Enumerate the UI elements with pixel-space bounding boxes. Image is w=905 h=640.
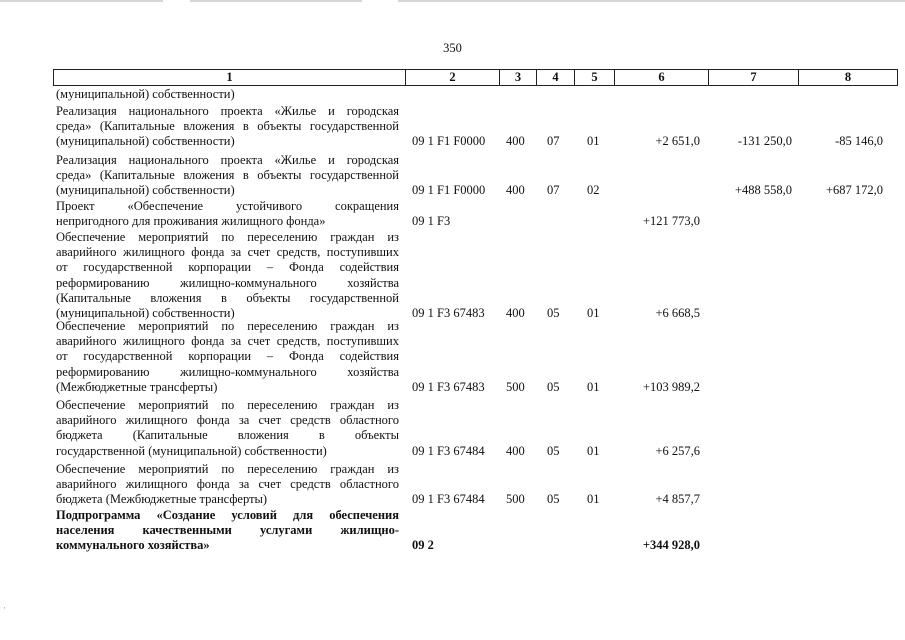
- header-col-5: 5: [575, 70, 615, 85]
- row-amount-col-6: +344 928,0: [642, 538, 700, 553]
- row-amount-col-8: +687 172,0: [825, 183, 883, 198]
- row-description: [56, 462, 399, 508]
- row-amount-col-7: -131 250,0: [737, 134, 792, 149]
- header-col-7: 7: [709, 70, 799, 85]
- row-amount-col-6: +6 257,6: [655, 443, 700, 458]
- header-col-3: 3: [500, 70, 537, 85]
- description-line: (муниципальной) собственности): [56, 134, 235, 149]
- margin-mark: ·: [3, 603, 6, 613]
- description-line: от государственной корпорации – Фонда содействия: [56, 260, 399, 275]
- description-line: (Капитальные вложения в объекты государственной: [56, 290, 399, 305]
- row-col-4: 07: [547, 134, 560, 149]
- row-col-5: 01: [587, 492, 600, 507]
- description-line: государственной (муниципальной) собственности): [56, 443, 327, 458]
- description-line: Реализация национального проекта «Жилье и городская: [56, 104, 399, 118]
- row-description: [56, 87, 399, 102]
- row-code: 09 1 F3 67483: [412, 379, 485, 394]
- description-line: коммунального хозяйства»: [56, 538, 210, 553]
- row-description: [56, 230, 399, 321]
- row-code: 09 2: [412, 538, 434, 553]
- row-amount-col-7: +488 558,0: [734, 183, 792, 198]
- description-line: Обеспечение мероприятий по переселению граждан из: [56, 398, 399, 412]
- description-line: Обеспечение мероприятий по переселению граждан из: [56, 462, 399, 476]
- description-line: аварийного жилищного фонда за счет средств, поступивших: [56, 334, 399, 349]
- row-code: 09 1 F3 67484: [412, 443, 485, 458]
- row-col-5: 01: [587, 306, 600, 320]
- row-amount-col-6: +121 773,0: [642, 214, 700, 229]
- header-col-6: 6: [615, 70, 709, 85]
- row-col-4: 07: [547, 183, 560, 198]
- row-col-5: 02: [587, 183, 600, 198]
- description-line: непригодного для проживания жилищного фонда»: [56, 214, 326, 229]
- row-description: [56, 319, 399, 395]
- row-col-5: 01: [587, 134, 600, 149]
- row-col-5: 01: [587, 379, 600, 394]
- row-description: [56, 153, 399, 199]
- row-amount-col-8: -85 146,0: [835, 134, 883, 149]
- row-description: [56, 398, 399, 459]
- row-col-3: 400: [506, 183, 525, 198]
- description-line: реформированию жилищно-коммунального хозяйства: [56, 275, 399, 290]
- description-line: аварийного жилищного фонда за счет средств, поступивших: [56, 245, 399, 260]
- header-col-1: 1: [54, 70, 406, 85]
- row-code: 09 1 F3 67484: [412, 492, 485, 507]
- description-line: Реализация национального проекта «Жилье и городская: [56, 153, 399, 167]
- header-col-8: 8: [844, 70, 852, 84]
- page-number: 350: [443, 41, 462, 55]
- description-line: (муниципальной) собственности): [56, 306, 235, 321]
- table-header: [53, 69, 898, 86]
- row-col-4: 05: [547, 306, 560, 320]
- description-line: (муниципальной) собственности): [56, 183, 235, 198]
- row-amount-col-6: +6 668,5: [655, 306, 700, 320]
- description-line: реформированию жилищно-коммунального хозяйства: [56, 364, 399, 379]
- description-line: Подпрограмма «Создание условий для обеспечения: [56, 508, 399, 522]
- row-code: 09 1 F1 F0000: [412, 183, 486, 198]
- row-description: [56, 104, 399, 150]
- row-col-3: 500: [506, 379, 525, 394]
- row-col-3: 500: [506, 492, 525, 507]
- description-line: бюджета (Межбюджетные трансферты): [56, 492, 268, 507]
- header-col-4: 4: [537, 70, 575, 85]
- scan-top-edge: [0, 0, 905, 2]
- row-amount-col-6: +103 989,2: [642, 379, 700, 394]
- description-line: Обеспечение мероприятий по переселению граждан из: [56, 319, 399, 333]
- row-col-4: 05: [547, 443, 560, 458]
- description-line: аварийного жилищного фонда за счет средств областного: [56, 413, 399, 428]
- row-col-5: 01: [587, 443, 600, 458]
- description-line: аварийного жилищного фонда за счет средств областного: [56, 477, 399, 492]
- row-col-4: 05: [547, 492, 560, 507]
- row-code: 09 1 F3 67483: [412, 306, 485, 320]
- row-description: [56, 508, 399, 554]
- row-code: 09 1 F1 F0000: [412, 134, 486, 149]
- description-line: Проект «Обеспечение устойчивого сокращения: [56, 199, 399, 213]
- description-line: (муниципальной) собственности): [56, 87, 235, 101]
- row-col-3: 400: [506, 306, 525, 320]
- description-line: бюджета (Капитальные вложения в объекты: [56, 428, 399, 443]
- row-col-4: 05: [547, 379, 560, 394]
- description-line: среда» (Капитальные вложения в объекты государственной: [56, 168, 399, 183]
- row-amount-col-6: +4 857,7: [655, 492, 700, 507]
- description-line: Обеспечение мероприятий по переселению граждан из: [56, 230, 399, 244]
- description-line: (Межбюджетные трансферты): [56, 379, 218, 394]
- row-description: [56, 199, 399, 229]
- description-line: населения качественными услугами жилищно-: [56, 523, 399, 538]
- header-col-2: 2: [406, 70, 500, 85]
- description-line: от государственной корпорации – Фонда содействия: [56, 349, 399, 364]
- row-col-3: 400: [506, 443, 525, 458]
- row-amount-col-6: +2 651,0: [655, 134, 700, 149]
- description-line: среда» (Капитальные вложения в объекты государственной: [56, 119, 399, 134]
- row-col-3: 400: [506, 134, 525, 149]
- row-code: 09 1 F3: [412, 214, 451, 229]
